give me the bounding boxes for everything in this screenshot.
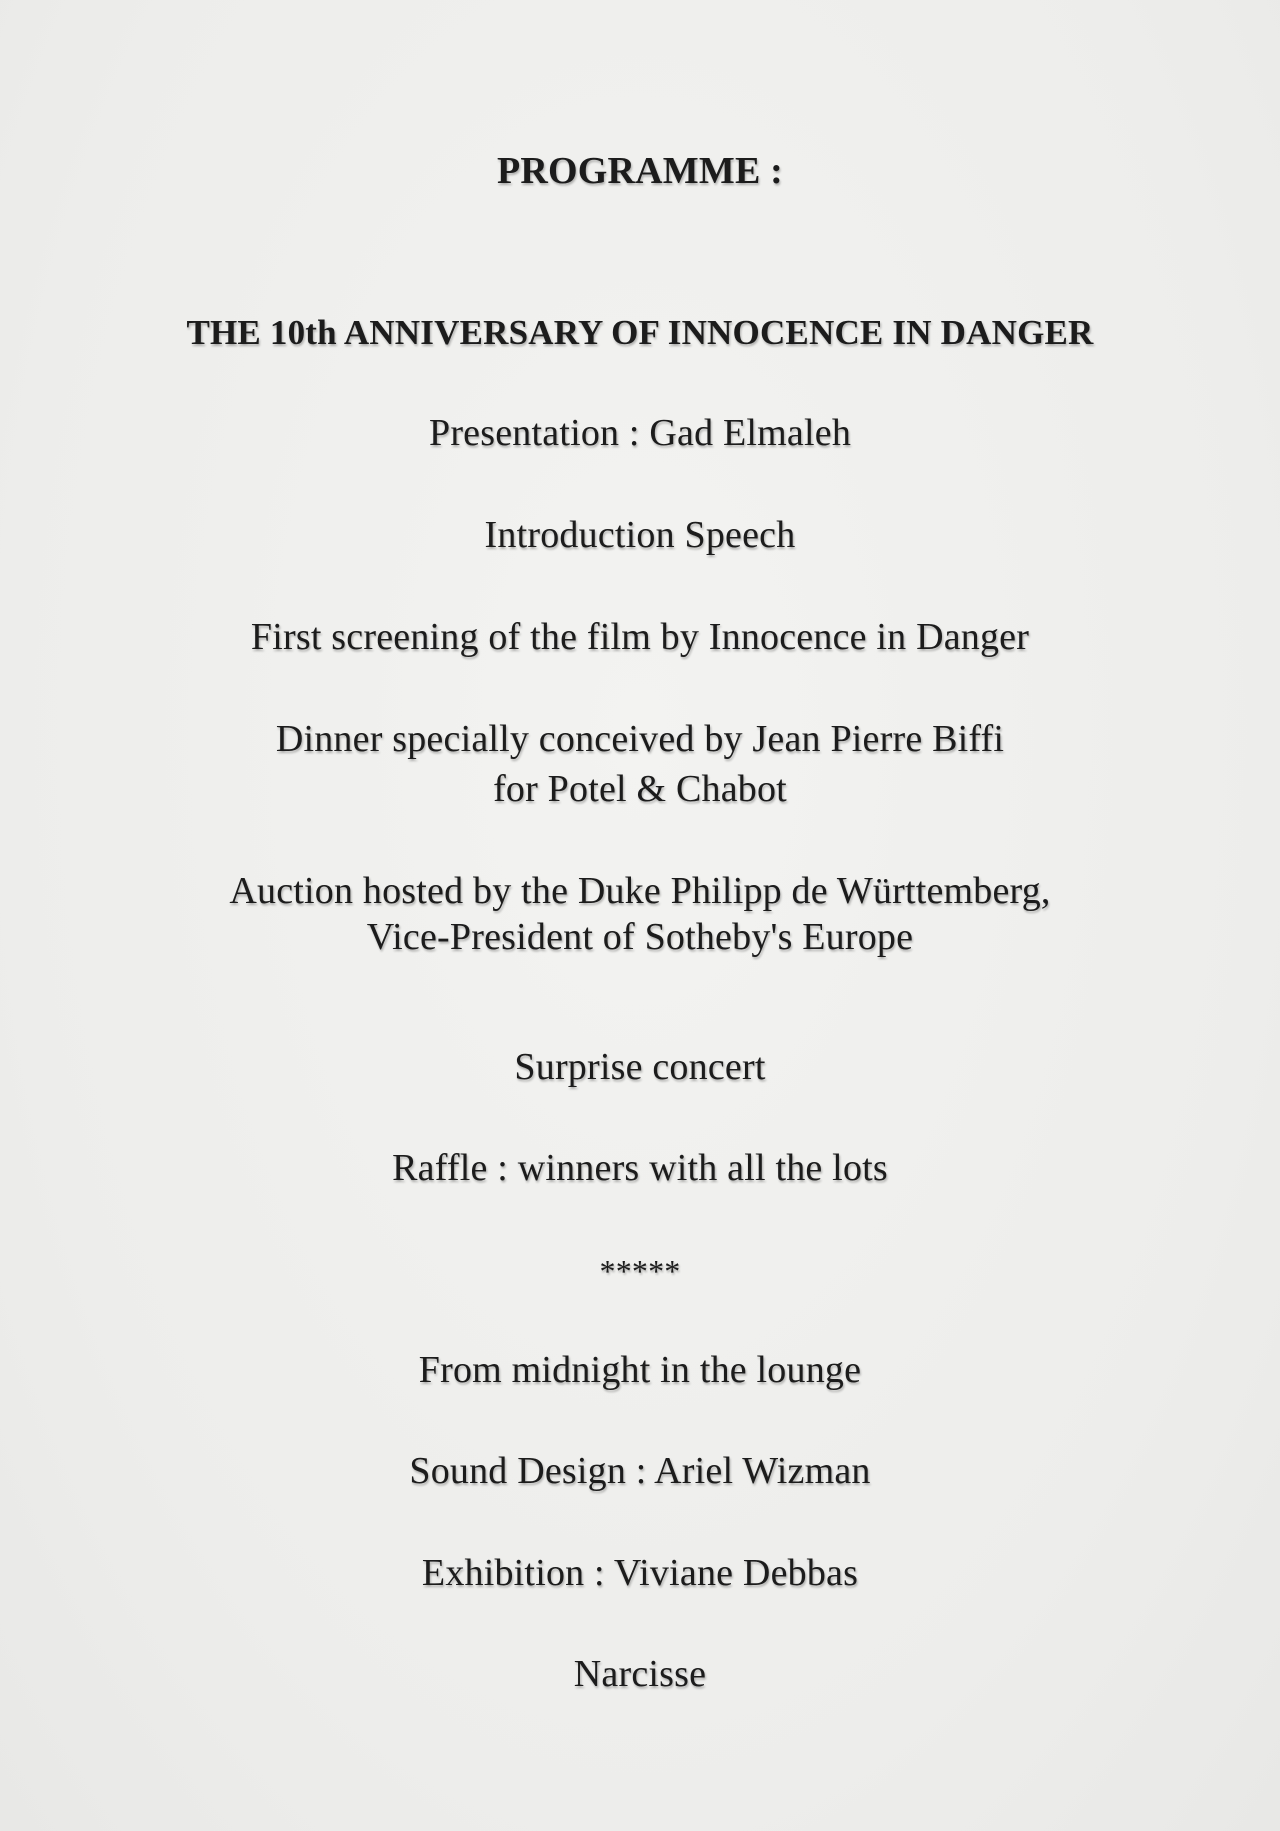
programme-item-narcisse: Narcisse — [573, 1653, 707, 1695]
programme-item-presentation: Presentation : Gad Elmaleh — [428, 412, 852, 454]
section-divider-stars: ***** — [599, 1253, 681, 1289]
programme-item-raffle: Raffle : winners with all the lots — [392, 1147, 888, 1189]
programme-title: PROGRAMME : — [496, 150, 784, 192]
programme-item-auction-host-title: Vice-President of Sotheby's Europe — [366, 916, 914, 958]
programme-item-auction: Auction hosted by the Duke Philipp de Württemberg, — [229, 870, 1051, 912]
programme-item-exhibition: Exhibition : Viviane Debbas — [421, 1552, 859, 1594]
programme-item-dinner-caterer: for Potel & Chabot — [493, 768, 787, 810]
event-heading: THE 10th ANNIVERSARY OF INNOCENCE IN DANGER — [186, 313, 1094, 352]
programme-item-screening: First screening of the film by Innocence in Danger — [250, 616, 1030, 658]
programme-item-concert: Surprise concert — [514, 1046, 766, 1088]
programme-item-sound-design: Sound Design : Ariel Wizman — [409, 1450, 871, 1492]
programme-item-lounge: From midnight in the lounge — [418, 1349, 862, 1391]
programme-item-introduction: Introduction Speech — [484, 514, 796, 556]
programme-item-dinner: Dinner specially conceived by Jean Pierre Biffi — [275, 718, 1005, 760]
